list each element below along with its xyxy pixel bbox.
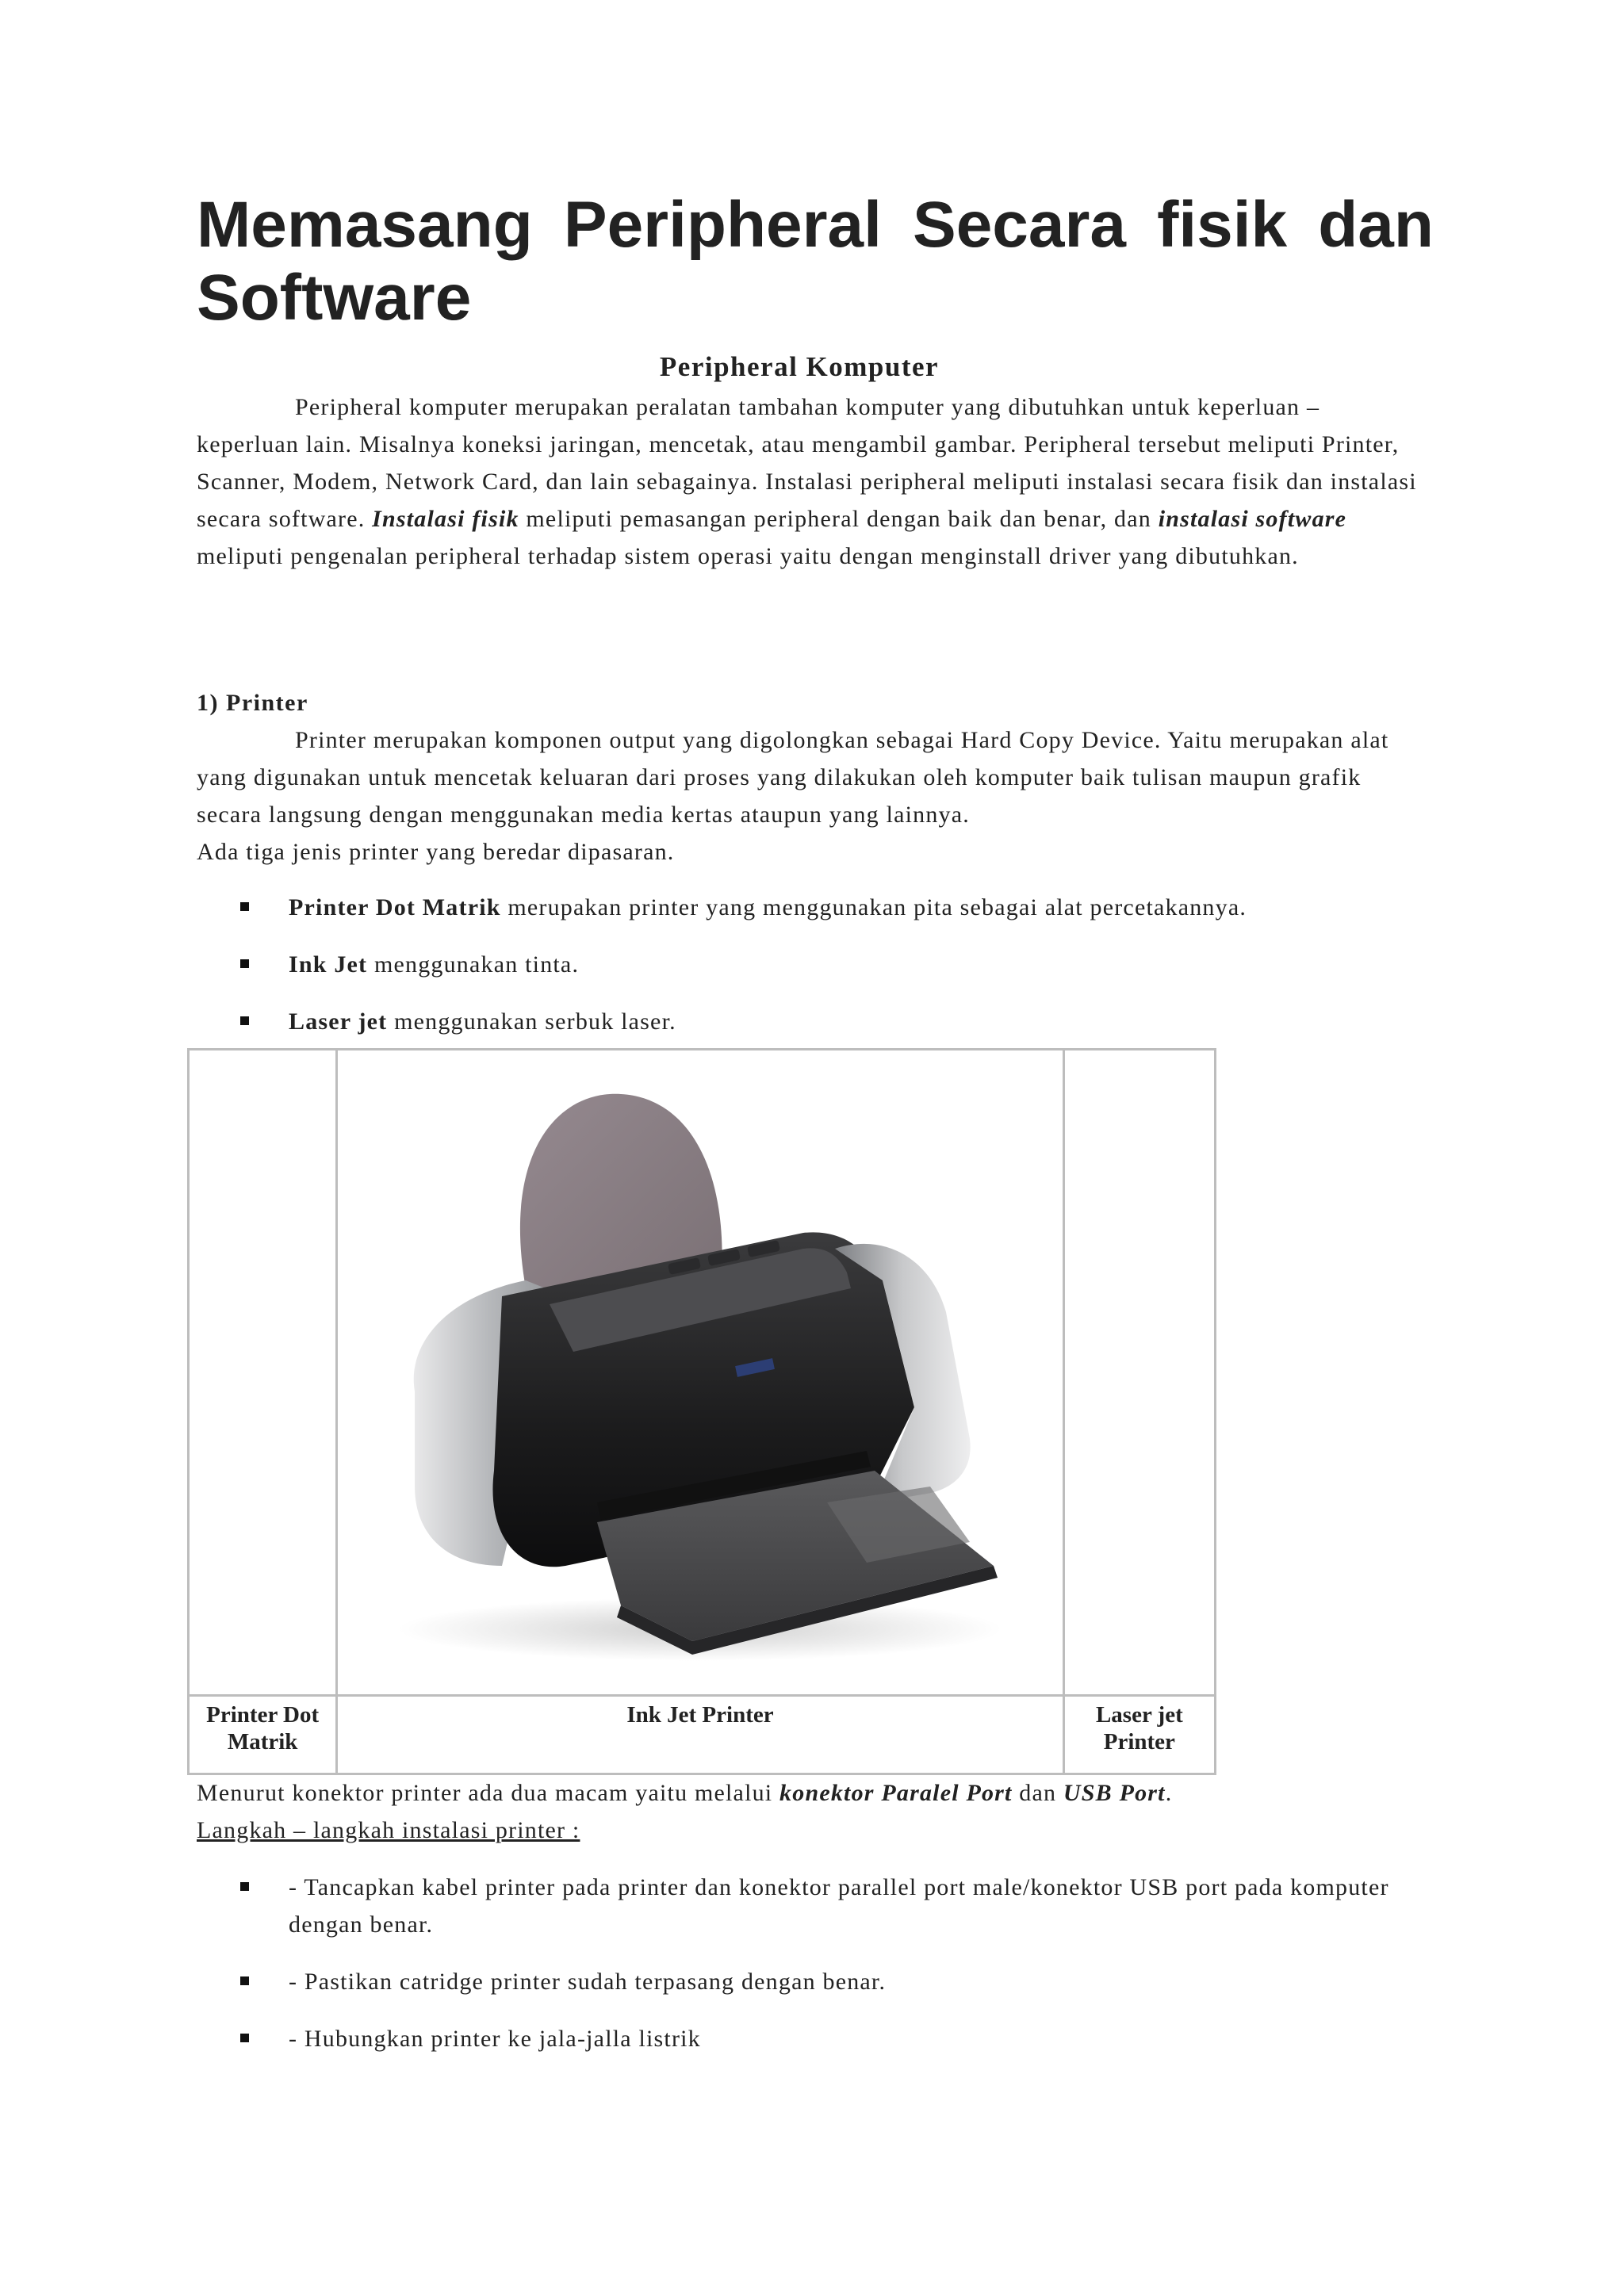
type-description: merupakan printer yang menggunakan pita sebagai alat percetakannya. [500, 894, 1247, 920]
list-item [197, 946, 1418, 983]
connector-term-usb: USB Port [1063, 1780, 1166, 1806]
printer-types-list [197, 889, 1418, 1040]
install-steps-list [197, 1869, 1418, 2057]
list-item [197, 1963, 1418, 2000]
type-name: Ink Jet [289, 951, 368, 978]
connector-text-3: . [1165, 1780, 1173, 1806]
intro-term-fisik: Instalasi fisik [372, 506, 519, 532]
square-bullet-icon [240, 2034, 249, 2042]
table-cell-empty [1063, 1050, 1215, 1696]
caption-laserjet: Laser jet Printer [1063, 1696, 1215, 1774]
intro-text-3: meliputi pengenalan peripheral terhadap sistem operasi yaitu dengan menginstall driver yang dibutuhkan. [197, 543, 1299, 569]
install-step: - Hubungkan printer ke jala-jalla listrik [289, 2026, 701, 2052]
square-bullet-icon [240, 1016, 249, 1025]
table-cell-empty [189, 1050, 337, 1696]
connector-term-parallel: konektor Paralel Port [779, 1780, 1013, 1806]
square-bullet-icon [240, 1882, 249, 1891]
list-item [197, 889, 1418, 926]
inkjet-printer-image [359, 1058, 1041, 1685]
section-subtitle: Peripheral Komputer [659, 351, 940, 382]
type-description: menggunakan serbuk laser. [387, 1008, 676, 1035]
type-name: Laser jet [289, 1008, 388, 1035]
intro-paragraph [197, 388, 1418, 575]
install-step: - Tancapkan kabel printer pada printer dan konektor parallel port male/konektor USB port pada komputer dengan benar. [289, 1874, 1389, 1938]
intro-text-2: meliputi pemasangan peripheral dengan baik dan benar, dan [519, 506, 1159, 532]
square-bullet-icon [240, 1976, 249, 1985]
page-title: Memasang Peripheral Secara fisik dan Software [197, 189, 1434, 334]
printer-image-cell [337, 1050, 1063, 1696]
printer-types-table [187, 1048, 1216, 1775]
printer-paragraph [197, 721, 1418, 871]
install-steps-heading: Langkah – langkah instalasi printer : [197, 1817, 580, 1843]
list-item [197, 1869, 1418, 1943]
square-bullet-icon [240, 902, 249, 911]
connector-text-2: dan [1012, 1780, 1063, 1806]
type-description: menggunakan tinta. [367, 951, 580, 978]
connector-text-1: Menurut konektor printer ada dua macam yaitu melalui [197, 1780, 780, 1806]
printer-heading: 1) Printer [197, 690, 308, 716]
caption-dot-matrix: Printer Dot Matrik [189, 1696, 337, 1774]
square-bullet-icon [240, 959, 249, 968]
intro-term-software: instalasi software [1158, 506, 1347, 532]
list-item [197, 1003, 1418, 1040]
connector-paragraph [197, 1774, 1418, 1849]
printer-types-intro: Ada tiga jenis printer yang beredar dipasaran. [197, 839, 675, 865]
install-step: - Pastikan catridge printer sudah terpasang dengan benar. [289, 1969, 887, 1995]
caption-inkjet: Ink Jet Printer [337, 1696, 1063, 1774]
intro-text-1: Peripheral komputer merupakan peralatan tambahan komputer yang dibutuhkan untuk keperluan – keperluan lain. Misalnya koneksi jaringan, mencetak, atau mengambil gambar. Peripheral tersebut meliputi Printer, Scanner, Modem, Network Card, dan lain sebagainya. Instalasi peripheral meliputi instalasi secara fisik dan instalasi secara software. [197, 394, 1417, 532]
printer-description: Printer merupakan komponen output yang digolongkan sebagai Hard Copy Device. Yaitu merupakan alat yang digunakan untuk mencetak keluaran dari proses yang dilakukan oleh komputer baik tulisan maupun grafik secara langsung dengan menggunakan media kertas ataupun yang lainnya. [197, 727, 1389, 828]
list-item [197, 2020, 1418, 2057]
type-name: Printer Dot Matrik [289, 894, 501, 920]
